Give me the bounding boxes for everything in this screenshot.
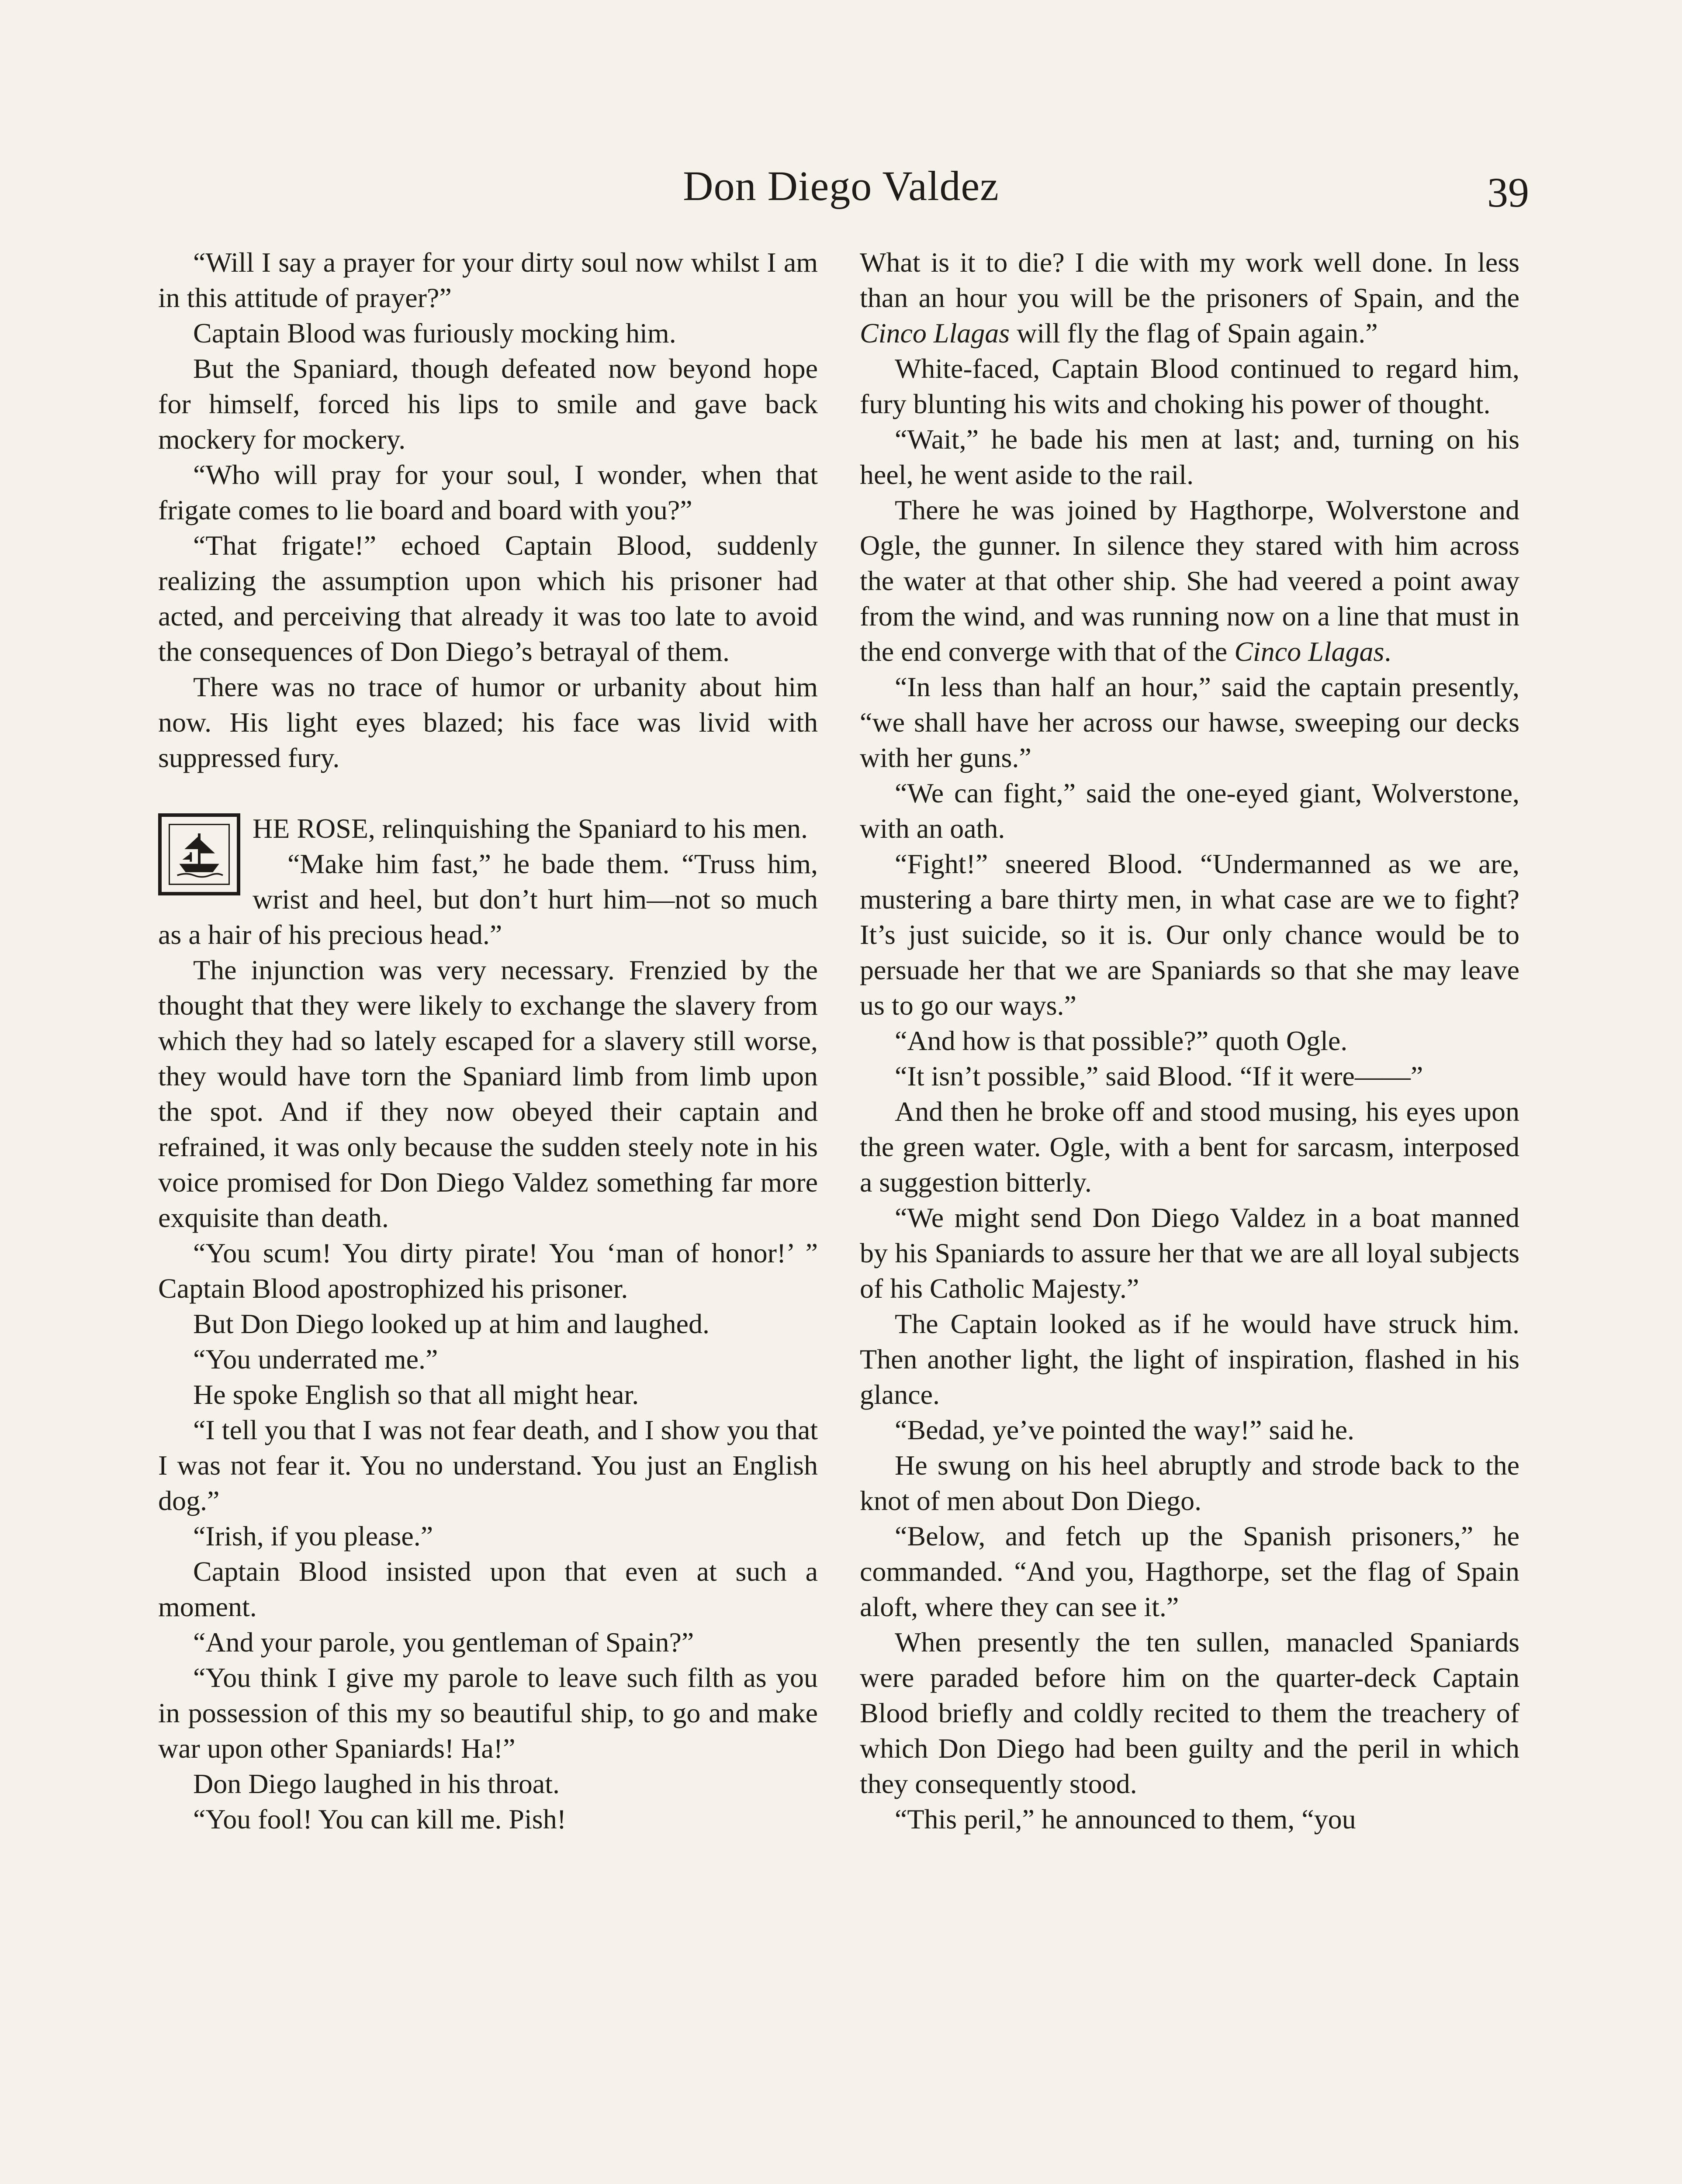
paragraph: The injunction was very necessary. Frenzied by the thought that they were likely to exchange the slavery from which they had so lately escaped for a slavery still worse, they would have torn the Spaniard limb from limb upon the spot. And if they now obeyed their captain and refrained, it was only because the sudden steely note in his voice promised for Don Diego Valdez something far more exquisite than death. xyxy=(158,954,818,1233)
paragraph: “And your parole, you gentleman of Spain?” xyxy=(193,1627,694,1658)
paragraph: “You scum! You dirty pirate! You ‘man of honor!’ ” Captain Blood apostrophized his prisoner. xyxy=(158,1237,818,1304)
paragraph: He spoke English so that all might hear. xyxy=(193,1379,639,1410)
paragraph: And then he broke off and stood musing, his eyes upon the green water. Ogle, with a bent for sarcasm, interposed a suggestion bitterly. xyxy=(860,1096,1519,1198)
paragraph: “We might send Don Diego Valdez in a boat manned by his Spaniards to assure her that we are all loyal subjects of his Catholic Majesty.” xyxy=(860,1202,1519,1304)
paragraph: “Will I say a prayer for your dirty soul now whilst I am in this attitude of prayer?” xyxy=(158,247,818,313)
text-run: There he was joined by Hagthorpe, Wolverstone and Ogle, the gunner. In silence they stared with him across the water at that other ship. She had veered a point away from the wind, and was running now on a line that must in the end converge with that of the xyxy=(860,494,1519,667)
paragraph: “I tell you that I was not fear death, and I show you that I was not fear it. You no understand. You just an English dog.” xyxy=(158,1414,818,1516)
paragraph: When presently the ten sullen, manacled Spaniards were paraded before him on the quarter-deck Captain Blood briefly and coldly recited to them the treachery of which Don Diego had been guilty and the peril in which they consequently stood. xyxy=(860,1627,1519,1799)
paragraph: The Captain looked as if he would have struck him. Then another light, the light of inspiration, flashed in his glance. xyxy=(860,1308,1519,1410)
paragraph: “Below, and fetch up the Spanish prisoners,” he commanded. “And you, Hagthorpe, set the flag of Spain aloft, where they can see it.” xyxy=(860,1521,1519,1622)
paragraph: Captain Blood insisted upon that even at such a moment. xyxy=(158,1556,818,1622)
paragraph: But the Spaniard, though defeated now beyond hope for himself, forced his lips to smile and gave back mockery for mockery. xyxy=(158,353,818,455)
right-column xyxy=(860,245,1519,1837)
paragraph xyxy=(860,245,1519,351)
paragraph: “You underrated me.” xyxy=(193,1344,438,1375)
paragraph: “In less than half an hour,” said the captain presently, “we shall have her across our hawse, sweeping our decks with her guns.” xyxy=(860,671,1519,773)
paragraph: “You think I give my parole to leave such filth as you in possession of this my so beautiful ship, to go and make war upon other Spaniards! Ha!” xyxy=(158,1662,818,1764)
paragraph: “Wait,” he bade his men at last; and, turning on his heel, he went aside to the rail. xyxy=(860,424,1519,490)
paragraph: “We can fight,” said the one-eyed giant, Wolverstone, with an oath. xyxy=(860,778,1519,844)
paragraph: He swung on his heel abruptly and strode back to the knot of men about Don Diego. xyxy=(860,1450,1519,1516)
running-title: Don Diego Valdez xyxy=(683,162,999,209)
text-run: . xyxy=(1384,636,1391,667)
paragraph: There was no trace of humor or urbanity about him now. His light eyes blazed; his face was livid with suppressed fury. xyxy=(158,671,818,773)
text-run: will fly the flag of Spain again.” xyxy=(1010,318,1378,349)
paragraph: “Who will pray for your soul, I wonder, when that frigate comes to lie board and board with you?” xyxy=(158,459,818,525)
dropcap-paragraph xyxy=(158,811,818,846)
paragraph: Don Diego laughed in his throat. xyxy=(193,1768,560,1799)
dropcap-frame xyxy=(169,824,230,885)
text-run: What is it to die? I die with my work well done. In less than an hour you will be the prisoners of Spain, and the xyxy=(860,247,1519,313)
ornamental-ship-icon xyxy=(158,813,240,895)
paragraph: White-faced, Captain Blood continued to regard him, fury blunting his wits and choking his power of thought. xyxy=(860,353,1519,419)
dropcap-text: HE ROSE, relinquishing the Spaniard to his men. xyxy=(253,813,808,844)
paragraph: “Bedad, ye’ve pointed the way!” said he. xyxy=(895,1414,1355,1445)
ship-name: Cinco Llagas xyxy=(1234,636,1384,667)
paragraph: “Irish, if you please.” xyxy=(193,1521,433,1552)
ship-name: Cinco Llagas xyxy=(860,318,1010,349)
paragraph: “And how is that possible?” quoth Ogle. xyxy=(895,1025,1348,1056)
ship-ornament-icon xyxy=(173,828,225,881)
paragraph xyxy=(860,492,1519,669)
page-number: 39 xyxy=(1487,169,1529,216)
paragraph: Captain Blood was furiously mocking him. xyxy=(193,318,676,349)
section-break xyxy=(158,775,818,811)
left-column xyxy=(158,245,818,1837)
paragraph: “Make him fast,” he bade them. “Truss him, wrist and heel, but don’t hurt him—not so much as a hair of his precious head.” xyxy=(158,848,818,950)
paragraph: “That frigate!” echoed Captain Blood, suddenly realizing the assumption upon which his prisoner had acted, and perceiving that already it was too late to avoid the consequences of Don Diego’s betrayal of them. xyxy=(158,530,818,667)
paragraph: “This peril,” he announced to them, “you xyxy=(895,1804,1356,1835)
paragraph: “It isn’t possible,” said Blood. “If it were——” xyxy=(895,1061,1423,1092)
paragraph: But Don Diego looked up at him and laughed. xyxy=(193,1308,710,1339)
paragraph: “Fight!” sneered Blood. “Undermanned as we are, mustering a bare thirty men, in what case are we to fight? It’s just suicide, so it is. Our only chance would be to persuade her that we are Spaniards so that she may leave us to go our ways.” xyxy=(860,848,1519,1021)
paragraph: “You fool! You can kill me. Pish! xyxy=(193,1804,566,1835)
